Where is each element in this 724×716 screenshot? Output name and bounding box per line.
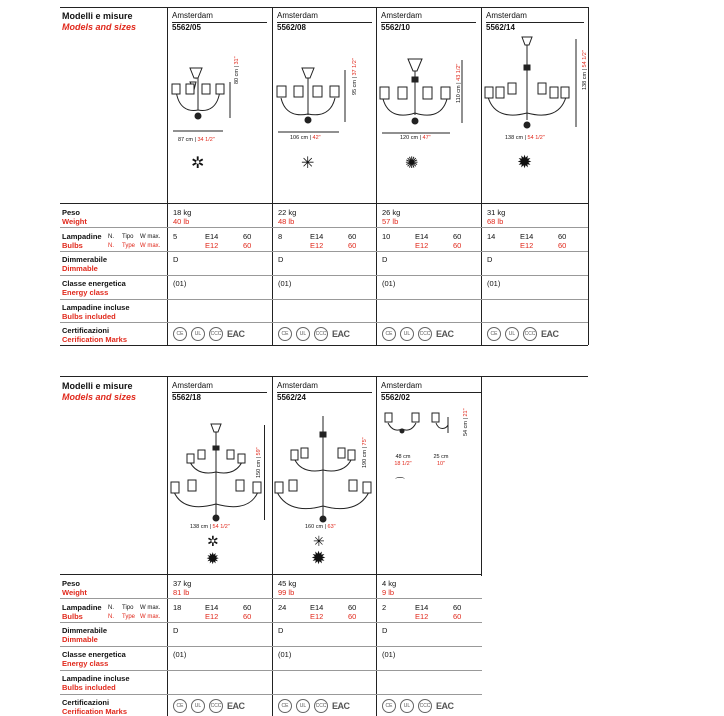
row-label: Weight	[62, 588, 87, 597]
cert-marks	[278, 699, 350, 713]
energy-class: (01)	[382, 650, 396, 659]
model-family: Amsterdam	[486, 11, 584, 23]
bulb-type: E14	[205, 603, 219, 612]
bulb-type: E14	[310, 603, 324, 612]
model-code: 5562/02	[381, 392, 410, 402]
model-family: Amsterdam	[381, 11, 476, 23]
cert-marks	[382, 699, 454, 713]
bulb-watt: 60	[558, 241, 567, 250]
width-dimension: 48 cm 18 1/2"	[394, 454, 412, 467]
row-label: Lampadine incluse	[62, 674, 130, 683]
bulb-col-w: W max.	[140, 614, 161, 620]
model-code: 5562/05	[172, 22, 201, 32]
cert-marks	[278, 327, 350, 341]
height-dimension: 150 cm | 59"	[256, 447, 262, 478]
eac-mark-icon: EAC	[227, 701, 245, 711]
bulb-col-w: W max.	[140, 605, 161, 611]
width-dimension: 138 cm | 54 1/2"	[505, 135, 545, 141]
ccc-mark-icon: CCC	[523, 327, 537, 341]
weight-lb: 81 lb	[173, 588, 190, 597]
row-label: Lampadine	[62, 232, 102, 241]
eac-mark-icon: EAC	[227, 329, 245, 339]
weight-kg: 31 kg	[487, 208, 506, 217]
plan-view-icon: ✺	[405, 155, 419, 172]
ccc-mark-icon: CCC	[209, 699, 223, 713]
row-label: Dimmable	[62, 264, 98, 273]
dimmable-value: D	[173, 255, 179, 264]
bulb-type: E12	[520, 241, 534, 250]
width-dimension: 106 cm | 42"	[290, 135, 321, 141]
bulb-col-w: W max.	[140, 234, 161, 240]
bulb-type: E14	[310, 232, 324, 241]
bulb-count: 18	[173, 603, 182, 612]
wall-lamp-drawing	[384, 403, 474, 453]
weight-kg: 37 kg	[173, 579, 192, 588]
model-header	[486, 11, 584, 32]
ccc-mark-icon: CCC	[314, 699, 328, 713]
model-header	[277, 381, 372, 402]
row-label: Energy class	[62, 659, 109, 668]
model-code: 5562/18	[172, 392, 201, 402]
bulb-count: 14	[487, 232, 496, 241]
bulb-watt: 60	[453, 603, 462, 612]
weight-lb: 48 lb	[278, 217, 295, 226]
ce-mark-icon: CE	[278, 699, 292, 713]
ce-mark-icon: CE	[382, 699, 396, 713]
width-dimension: 160 cm | 63"	[305, 524, 336, 530]
depth-dimension: 25 cm 10"	[433, 454, 449, 467]
weight-lb: 99 lb	[278, 588, 295, 597]
weight-kg: 45 kg	[278, 579, 297, 588]
model-header	[381, 11, 476, 32]
row-label: Classe energetica	[62, 279, 126, 288]
bulb-col-n: N.	[108, 605, 114, 611]
eac-mark-icon: EAC	[541, 329, 559, 339]
row-label: Certificazioni	[62, 326, 110, 335]
section-title-it: Modelli e misure	[62, 381, 133, 391]
row-label: Cerification Marks	[62, 335, 128, 344]
plan-view-icon: ✲	[207, 533, 219, 549]
dimmable-value: D	[278, 255, 284, 264]
cert-marks	[173, 699, 245, 713]
bulb-type: E12	[205, 241, 219, 250]
bulb-watt: 60	[453, 612, 462, 621]
bulb-count: 10	[382, 232, 391, 241]
model-code: 5562/08	[277, 22, 306, 32]
height-dimension: 95 cm | 37 1/2"	[352, 58, 358, 95]
dimmable-value: D	[382, 255, 388, 264]
model-family: Amsterdam	[277, 381, 372, 393]
bulb-col-type: Type	[122, 243, 136, 249]
energy-class: (01)	[173, 650, 187, 659]
eac-mark-icon: EAC	[436, 701, 454, 711]
ccc-mark-icon: CCC	[314, 327, 328, 341]
bulb-col-type: Type	[122, 614, 136, 620]
row-label: Certificazioni	[62, 698, 110, 707]
energy-class: (01)	[382, 279, 396, 288]
bulb-watt: 60	[348, 612, 357, 621]
bulb-type: E14	[415, 603, 429, 612]
width-dimension: 138 cm | 54 1/2"	[190, 524, 230, 530]
bulb-col-n: N.	[108, 614, 114, 620]
model-family: Amsterdam	[172, 11, 267, 23]
ccc-mark-icon: CCC	[418, 327, 432, 341]
row-label: Bulbs included	[62, 312, 116, 321]
bulb-type: E14	[520, 232, 534, 241]
ce-mark-icon: CE	[382, 327, 396, 341]
model-code: 5562/24	[277, 392, 306, 402]
ccc-mark-icon: CCC	[418, 699, 432, 713]
weight-lb: 9 lb	[382, 588, 395, 597]
bulb-type: E12	[310, 612, 324, 621]
row-label: Dimmerabile	[62, 626, 108, 635]
weight-lb: 40 lb	[173, 217, 190, 226]
bulb-watt: 60	[558, 232, 567, 241]
model-header	[172, 381, 267, 402]
bulb-count: 2	[382, 603, 387, 612]
height-dimension: 80 cm | 31"	[234, 56, 240, 84]
bulb-type: E12	[415, 241, 429, 250]
bulb-watt: 60	[348, 241, 357, 250]
weight-kg: 26 kg	[382, 208, 401, 217]
row-label: Bulbs	[62, 241, 83, 250]
row-label: Cerification Marks	[62, 707, 128, 716]
energy-class: (01)	[173, 279, 187, 288]
bulb-watt: 60	[243, 241, 252, 250]
ce-mark-icon: CE	[278, 327, 292, 341]
section-title-it: Modelli e misure	[62, 11, 133, 21]
ul-mark-icon: UL	[505, 327, 519, 341]
plan-view-icon: ✹	[311, 548, 327, 568]
row-label: Dimmerabile	[62, 255, 108, 264]
bulb-watt: 60	[348, 232, 357, 241]
bulb-col-type: Tipo	[122, 234, 134, 240]
weight-lb: 68 lb	[487, 217, 504, 226]
bulb-watt: 60	[453, 241, 462, 250]
height-dimension: 190 cm | 75"	[362, 437, 368, 468]
ul-mark-icon: UL	[296, 699, 310, 713]
bulb-count: 8	[278, 232, 283, 241]
ul-mark-icon: UL	[400, 327, 414, 341]
bulb-col-w: W max.	[140, 243, 161, 249]
eac-mark-icon: EAC	[332, 701, 350, 711]
ul-mark-icon: UL	[296, 327, 310, 341]
row-label: Peso	[62, 208, 80, 217]
row-label: Bulbs	[62, 612, 83, 621]
model-code: 5562/10	[381, 22, 410, 32]
bulb-watt: 60	[243, 603, 252, 612]
energy-class: (01)	[487, 279, 501, 288]
plan-view-icon: ✹	[517, 152, 533, 172]
bulb-col-n: N.	[108, 243, 114, 249]
chandelier-drawing	[168, 60, 272, 180]
ce-mark-icon: CE	[487, 327, 501, 341]
section-title-en: Models and sizes	[62, 22, 137, 32]
height-dimension: 54 cm | 21"	[463, 408, 469, 436]
weight-kg: 18 kg	[173, 208, 192, 217]
model-family: Amsterdam	[172, 381, 267, 393]
dimmable-value: D	[382, 626, 388, 635]
chandelier-drawing	[378, 55, 482, 175]
weight-kg: 4 kg	[382, 579, 397, 588]
plan-view-icon: ⌒	[395, 478, 405, 489]
model-family: Amsterdam	[277, 11, 372, 23]
cert-marks	[382, 327, 454, 341]
bulb-type: E12	[310, 241, 324, 250]
weight-lb: 57 lb	[382, 217, 399, 226]
cert-marks	[173, 327, 245, 341]
eac-mark-icon: EAC	[436, 329, 454, 339]
bulb-type: E12	[415, 612, 429, 621]
row-label: Lampadine	[62, 603, 102, 612]
chandelier-drawing	[273, 60, 377, 180]
bulb-watt: 60	[453, 232, 462, 241]
ul-mark-icon: UL	[191, 699, 205, 713]
bulb-count: 24	[278, 603, 287, 612]
ul-mark-icon: UL	[400, 699, 414, 713]
plan-view-icon: ✲	[191, 155, 205, 172]
bulb-watt: 60	[348, 603, 357, 612]
width-dimension: 120 cm | 47"	[400, 135, 431, 141]
plan-view-icon: ✳	[301, 155, 315, 172]
ce-mark-icon: CE	[173, 327, 187, 341]
model-header	[277, 11, 372, 32]
model-header	[172, 11, 267, 32]
model-header	[381, 381, 481, 402]
section-title-en: Models and sizes	[62, 392, 137, 402]
energy-class: (01)	[278, 650, 292, 659]
row-label: Peso	[62, 579, 80, 588]
dimmable-value: D	[487, 255, 493, 264]
bulb-type: E12	[205, 612, 219, 621]
ce-mark-icon: CE	[173, 699, 187, 713]
ccc-mark-icon: CCC	[209, 327, 223, 341]
dimmable-value: D	[173, 626, 179, 635]
plan-view-icon: ✳	[313, 533, 325, 549]
bulb-watt: 60	[243, 232, 252, 241]
row-label: Energy class	[62, 288, 109, 297]
row-label: Dimmable	[62, 635, 98, 644]
height-dimension: 138 cm | 54 1/2"	[582, 50, 588, 90]
ul-mark-icon: UL	[191, 327, 205, 341]
bulb-type: E14	[205, 232, 219, 241]
bulb-type: E14	[415, 232, 429, 241]
bulb-watt: 60	[243, 612, 252, 621]
dimmable-value: D	[278, 626, 284, 635]
row-label: Weight	[62, 217, 87, 226]
plan-view-icon: ✹	[206, 551, 220, 568]
width-dimension: 87 cm | 34 1/2"	[178, 137, 215, 143]
row-label: Classe energetica	[62, 650, 126, 659]
row-label: Bulbs included	[62, 683, 116, 692]
height-dimension: 110 cm | 43 1/2"	[456, 63, 462, 103]
energy-class: (01)	[278, 279, 292, 288]
bulb-count: 5	[173, 232, 178, 241]
model-family: Amsterdam	[381, 381, 481, 393]
chandelier-drawing	[482, 35, 586, 135]
model-code: 5562/14	[486, 22, 515, 32]
cert-marks	[487, 327, 559, 341]
bulb-col-n: N.	[108, 234, 114, 240]
weight-kg: 22 kg	[278, 208, 297, 217]
eac-mark-icon: EAC	[332, 329, 350, 339]
row-label: Lampadine incluse	[62, 303, 130, 312]
bulb-col-type: Tipo	[122, 605, 134, 611]
chandelier-drawing	[273, 412, 377, 524]
